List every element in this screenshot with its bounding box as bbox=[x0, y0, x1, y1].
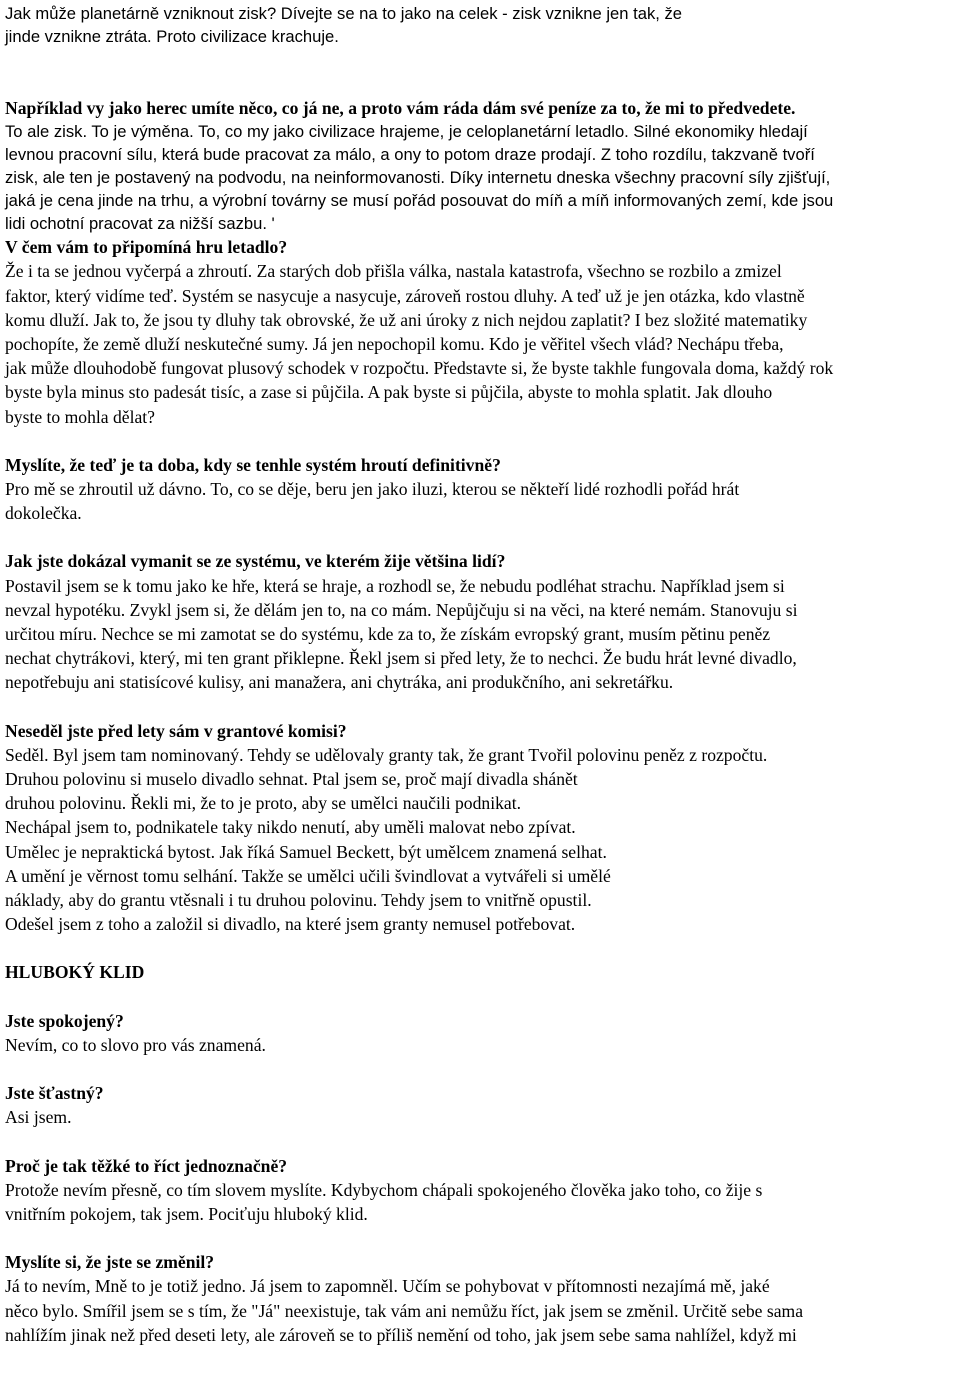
text-line: byste byla minus sto padesát tisíc, a zase si půjčila. A pak byste si půjčila, abyste to mohla splatit. Jak dlouho bbox=[5, 382, 773, 403]
text-line: určitou míru. Nechce se mi zamotat se do systému, kde za to, že získám evropský grant, musím pětinu peněz bbox=[5, 624, 771, 645]
answer-paragraph bbox=[5, 1274, 955, 1347]
text-line: Nechápal jsem to, podnikatele taky nikdo nenutí, aby uměli malovat nebo zpívat. bbox=[5, 817, 576, 838]
text-line: Pro mě se zhroutil už dávno. To, co se děje, beru jen jako iluzi, kterou se někteří lidé rozhodli pořád hrát bbox=[5, 479, 740, 500]
answer-paragraph bbox=[5, 477, 955, 525]
qa-block-3 bbox=[5, 549, 955, 694]
answer-paragraph bbox=[5, 259, 955, 428]
text-line: Umělec je nepraktická bytost. Jak říká Samuel Beckett, být umělcem znamená selhat. bbox=[5, 841, 607, 862]
text-line: jak může dlouhodobě fungovat plusový schodek v rozpočtu. Představte si, že byste takhle fungovala doma, každý rok bbox=[5, 358, 834, 379]
text-line: Asi jsem. bbox=[5, 1107, 72, 1128]
text-line: lidi ochotní pracovat za nižší sazbu. ' bbox=[5, 214, 275, 234]
text-line: vnitřním pokojem, tak jsem. Pociťuju hluboký klid. bbox=[5, 1203, 368, 1224]
text-line: A umění je věrnost tomu selhání. Takže se umělci učili švindlovat a vytvářeli si umělé bbox=[5, 865, 611, 886]
question-heading: Myslíte, že teď je ta doba, kdy se tenhle systém hroutí definitivně? bbox=[5, 454, 501, 475]
text-line: nechat chytrákovi, který, mi ten grant přiklepne. Řekl jsem si před lety, že to nechci. Že budu hrát levné divadlo, bbox=[5, 648, 797, 669]
question-heading: Jak jste dokázal vymanit se ze systému, ve kterém žije většina lidí? bbox=[5, 551, 506, 572]
text-line: komu dluží. Jak to, že jsou ty dluhy tak obrovské, že už ani úroky z nich nejdou zaplatit? I bez složité matematiky bbox=[5, 309, 808, 330]
answer-paragraph bbox=[5, 574, 955, 695]
question-heading: Myslíte si, že jste se změnil? bbox=[5, 1252, 215, 1273]
text-line: Protože nevím přesně, co tím slovem myslíte. Kdybychom chápali spokojeného člověka jako toho, co žije s bbox=[5, 1179, 763, 1200]
section-heading: HLUBOKÝ KLID bbox=[5, 962, 145, 983]
qa-block-7 bbox=[5, 1154, 955, 1227]
text-line: Seděl. Byl jsem tam nominovaný. Tehdy se udělovaly granty tak, že grant Tvořil polovinu peněz z rozpočtu. bbox=[5, 744, 768, 765]
text-line: nepotřebuju ani statisícové kulisy, ani manažera, ani chytráka, ani produkčního, ani sekretářku. bbox=[5, 672, 674, 693]
intro-paragraph bbox=[5, 2, 955, 48]
text-line: faktor, který vidíme teď. Systém se nasycuje a nasycuje, zároveň rostou dluhy. A teď už je jen otázka, kdo vlastně bbox=[5, 285, 805, 306]
document-page bbox=[5, 2, 955, 1347]
text-line: levnou pracovní sílu, která bude pracovat za málo, a ony to potom draze prodají. Z toho rozdílu, takzvaně tvoří bbox=[5, 145, 815, 165]
qa-block-6 bbox=[5, 1081, 955, 1129]
qa-block-1 bbox=[5, 235, 955, 429]
text-line: zisk, ale ten je postavený na podvodu, na neinformovanosti. Díky internetu dneska všechny pracovní síly zjišťují, bbox=[5, 168, 831, 188]
text-line: Postavil jsem se k tomu jako ke hře, která se hraje, a rozhodl se, že nebudu podléhat strachu. Například jsem si bbox=[5, 575, 785, 596]
question-heading: Proč je tak těžké to říct jednoznačně? bbox=[5, 1155, 288, 1176]
text-line: náklady, aby do grantu vtěsnali i tu druhou polovinu. Tehdy jsem to vnitřně opustil. bbox=[5, 890, 592, 911]
answer-paragraph bbox=[5, 743, 955, 937]
text-line: To ale zisk. To je výměna. To, co my jako civilizace hrajeme, je celoplanetární letadlo. Silné ekonomiky hledají bbox=[5, 122, 808, 142]
text-line: Že i ta se jednou vyčerpá a zhroutí. Za starých dob přišla válka, nastala katastrofa, všechno se rozbilo a zmizel bbox=[5, 261, 782, 282]
answer-paragraph bbox=[5, 1178, 955, 1226]
text-line: Jak může planetárně vzniknout zisk? Dívejte se na to jako na celek - zisk vznikne jen tak, že bbox=[5, 4, 682, 23]
question-heading: Jste spokojený? bbox=[5, 1010, 124, 1031]
text-line: Já to nevím, Mně to je totiž jedno. Já jsem to zapomněl. Učím se pohybovat v přítomnosti nezajímá mě, jaké bbox=[5, 1276, 770, 1297]
bold-lead-sentence: Například vy jako herec umíte něco, co já ne, a proto vám ráda dám své peníze za to, že mi to předvedete. bbox=[5, 98, 796, 118]
qa-block-8 bbox=[5, 1250, 955, 1347]
paragraph-planetary-scheme bbox=[5, 96, 955, 235]
question-heading: Jste šťastný? bbox=[5, 1083, 104, 1104]
text-line: Nevím, co to slovo pro vás znamená. bbox=[5, 1034, 266, 1055]
text-line: Odešel jsem z toho a založil si divadlo, na které jsem granty nemusel potřebovat. bbox=[5, 914, 576, 935]
text-line: Druhou polovinu si muselo divadlo sehnat. Ptal jsem se, proč mají divadla shánět bbox=[5, 769, 578, 790]
answer-paragraph bbox=[5, 1033, 955, 1057]
qa-block-2 bbox=[5, 453, 955, 526]
text-line: byste to mohla dělat? bbox=[5, 406, 155, 427]
text-line: dokolečka. bbox=[5, 503, 82, 524]
text-line: nahlížím jinak než před deseti lety, ale zároveň se to příliš nemění od toho, jak jsem sebe sama nahlížel, když mi bbox=[5, 1324, 797, 1345]
text-line: jinde vznikne ztráta. Proto civilizace krachuje. bbox=[5, 27, 339, 46]
text-line: něco bylo. Smířil jsem se s tím, že "Já" neexistuje, tak vám ani nemůžu říct, jak jsem se změnil. Určitě sebe sama bbox=[5, 1300, 804, 1321]
text-line: nevzal hypotéku. Zvykl jsem si, že dělám jen to, na co mám. Nepůjčuju si na věci, na které nemám. Stanovuju si bbox=[5, 599, 798, 620]
question-heading: V čem vám to připomíná hru letadlo? bbox=[5, 237, 288, 258]
text-line: druhou polovinu. Řekli mi, že to je proto, aby se umělci naučili podnikat. bbox=[5, 793, 521, 814]
qa-block-4 bbox=[5, 719, 955, 937]
text-line: pochopíte, že země dluží neskutečné sumy. Já jen nepochopil komu. Kdo je věřitel všech vlád? Nechápu třeba, bbox=[5, 334, 784, 355]
question-heading: Neseděl jste před lety sám v grantové komisi? bbox=[5, 720, 347, 741]
answer-paragraph bbox=[5, 1105, 955, 1129]
text-line: jaká je cena jinde na trhu, a výrobní továrny se musí pořád posouvat do míň a míň informovaných zemí, kde jsou bbox=[5, 191, 834, 211]
qa-block-5 bbox=[5, 1009, 955, 1057]
